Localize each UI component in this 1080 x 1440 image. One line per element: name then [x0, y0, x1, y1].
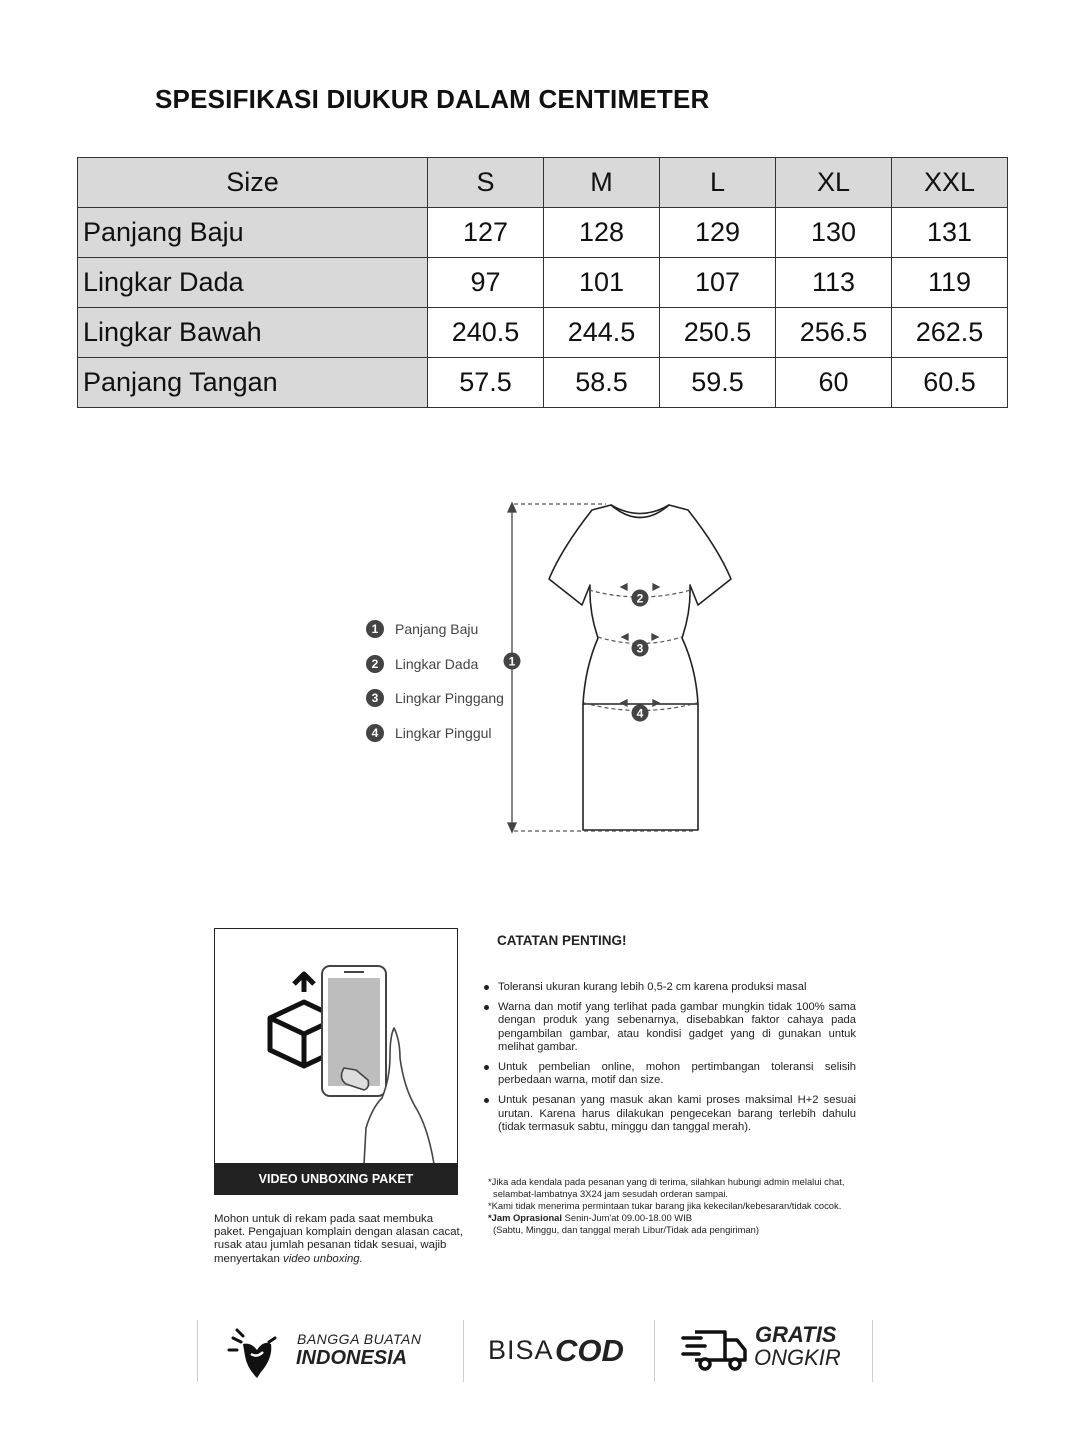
list-item: Warna dan motif yang terlihat pada gambar mungkin tidak 100% sama dengan produk yang sebenarnya, disebabkan faktor cahaya pada pengambilan gambar, atau kondisi gadget yang di gunakan untuk melihat gambar. — [484, 1001, 856, 1054]
header-xl: XL — [776, 158, 892, 208]
table-cell: 131 — [892, 208, 1008, 258]
footnotes — [488, 1176, 878, 1236]
table-cell: 128 — [544, 208, 660, 258]
marker-2 — [632, 590, 649, 607]
badge-indonesia-line1: BANGGA BUATAN — [297, 1331, 422, 1347]
table-cell: 59.5 — [660, 358, 776, 408]
badge-ongkir-line1: GRATIS — [755, 1322, 837, 1347]
list-item: Untuk pembelian online, mohon pertimbangan toleransi selisih perbedaan warna, motif dan size. — [484, 1061, 856, 1087]
header-m: M — [544, 158, 660, 208]
legend-label: Lingkar Pinggul — [395, 724, 492, 741]
table-cell: 58.5 — [544, 358, 660, 408]
row-label: Lingkar Dada — [78, 258, 428, 308]
divider — [872, 1320, 873, 1382]
footnote-exchange: *Kami tidak menerima permintaan tukar barang jika kekecilan/kebesaran/tidak cocok. — [488, 1200, 842, 1211]
table-cell: 119 — [892, 258, 1008, 308]
svg-text:3: 3 — [636, 641, 644, 656]
legend-item — [366, 716, 504, 751]
legend-label: Lingkar Pinggang — [395, 690, 504, 707]
table-cell: 101 — [544, 258, 660, 308]
notes-title: CATATAN PENTING! — [497, 933, 627, 948]
svg-text:1: 1 — [508, 654, 516, 669]
footnote-contact: *Jika ada kendala pada pesanan yang di terima, silahkan hubungi admin melalui chat, — [488, 1176, 845, 1187]
divider — [654, 1320, 655, 1382]
legend-number: 1 — [366, 620, 384, 638]
svg-text:2: 2 — [636, 591, 644, 606]
header-s: S — [428, 158, 544, 208]
legend-item — [366, 681, 504, 716]
table-cell: 256.5 — [776, 308, 892, 358]
diagram-legend — [366, 612, 504, 750]
unboxing-bar: VIDEO UNBOXING PAKET — [214, 1163, 458, 1195]
badge-cod-prefix: BISA — [488, 1335, 554, 1365]
dress-outline — [549, 505, 731, 830]
badge-ongkir-line2: ONGKIR — [754, 1345, 841, 1370]
delivery-truck-icon — [681, 1328, 751, 1372]
row-label: Panjang Baju — [78, 208, 428, 258]
table-cell: 240.5 — [428, 308, 544, 358]
table-cell: 57.5 — [428, 358, 544, 408]
table-cell: 127 — [428, 208, 544, 258]
header-size: Size — [78, 158, 428, 208]
table-cell: 129 — [660, 208, 776, 258]
footnote-contact-cont: selambat-lambatnya 3X24 jam sesudah orderan sampai. — [493, 1188, 729, 1199]
legend-number: 3 — [366, 689, 384, 707]
table-cell: 262.5 — [892, 308, 1008, 358]
table-cell: 60.5 — [892, 358, 1008, 408]
list-item: Toleransi ukuran kurang lebih 0,5-2 cm karena produksi masal — [484, 981, 856, 994]
marker-3 — [632, 640, 649, 657]
table-cell: 107 — [660, 258, 776, 308]
table-cell: 97 — [428, 258, 544, 308]
marker-4 — [632, 705, 649, 722]
legend-item — [366, 612, 504, 647]
legend-label: Lingkar Dada — [395, 655, 479, 672]
svg-text:4: 4 — [636, 706, 644, 721]
indonesia-map-icon — [227, 1324, 287, 1380]
table-cell: 130 — [776, 208, 892, 258]
row-label: Lingkar Bawah — [78, 308, 428, 358]
table-cell: 60 — [776, 358, 892, 408]
table-cell: 113 — [776, 258, 892, 308]
notes-list — [484, 981, 856, 1141]
badge-cod-word: COD — [555, 1333, 624, 1368]
header-xxl: XXL — [892, 158, 1008, 208]
list-item: Untuk pesanan yang masuk akan kami proses maksimal H+2 sesuai urutan. Karena harus dilakukan pengecekan barang terlebih dahulu (tidak termasuk sabtu, minggu dan tanggal merah). — [484, 1094, 856, 1134]
footnote-hours: *Jam Oprasional Senin-Jum'at 09.00-18.00 WIB — [488, 1212, 692, 1223]
badge-indonesia-line2: INDONESIA — [296, 1347, 408, 1369]
divider — [197, 1320, 198, 1382]
table-cell: 250.5 — [660, 308, 776, 358]
legend-number: 2 — [366, 655, 384, 673]
unboxing-instructions: Mohon untuk di rekam pada saat membuka paket. Pengajuan komplain dengan alasan cacat, rusak atau jumlah pesanan tidak sesuai, wajib menyertakan video unboxing. — [214, 1213, 463, 1265]
footnote-hours-note: (Sabtu, Minggu, dan tanggal merah Libur/Tidak ada pengiriman) — [493, 1224, 759, 1235]
unboxing-illustration — [214, 928, 458, 1164]
legend-number: 4 — [366, 724, 384, 742]
marker-1 — [504, 653, 521, 670]
page-title: SPESIFIKASI DIUKUR DALAM CENTIMETER — [155, 84, 710, 114]
badges-row — [197, 1320, 873, 1382]
legend-label: Panjang Baju — [395, 621, 479, 638]
legend-item — [366, 647, 504, 682]
divider — [463, 1320, 464, 1382]
row-label: Panjang Tangan — [78, 358, 428, 408]
table-cell: 244.5 — [544, 308, 660, 358]
header-l: L — [660, 158, 776, 208]
